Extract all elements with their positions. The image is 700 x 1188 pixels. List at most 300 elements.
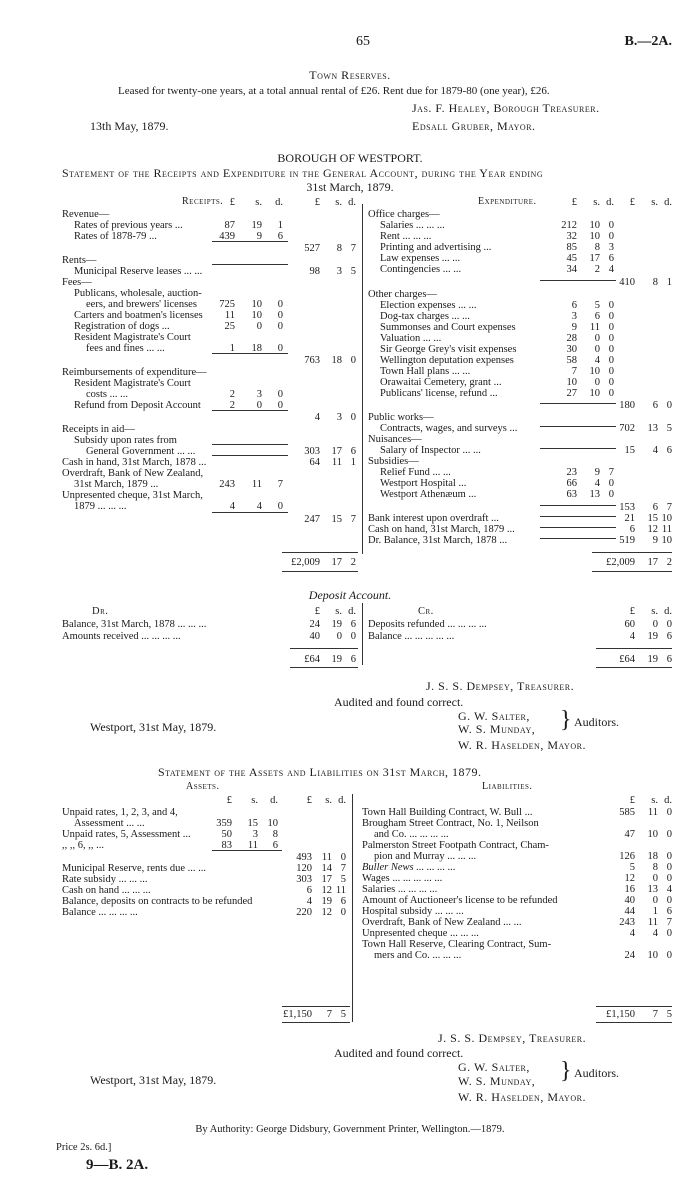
expenditure-subtotal-pounds: 702 (619, 423, 635, 434)
expenditure-label: Other charges— (368, 289, 437, 300)
receipt-pence: 7 (277, 479, 283, 490)
expenditure-pence: 0 (608, 300, 614, 311)
expenditure-pence: 0 (608, 355, 614, 366)
expenditure-pence: 7 (608, 467, 614, 478)
receipts-total-rule-top (282, 552, 358, 553)
expenditure-subtotal-pounds: 410 (619, 277, 635, 288)
assets-head-shillings: s. (251, 795, 258, 806)
liability-pence: 4 (666, 884, 672, 895)
expenditure-label: Westport Athenæum ... (380, 489, 477, 500)
receipt-shillings: 0 (256, 321, 262, 332)
receipt-shillings: 3 (256, 389, 262, 400)
liability-label: Town Hall Reserve, Clearing Contract, Sum- (362, 939, 552, 950)
expenditure-subtotal-pence: 7 (666, 502, 672, 513)
liability-shillings: 4 (652, 928, 658, 939)
expenditure-pence: 0 (608, 220, 614, 231)
liability-pence: 0 (666, 950, 672, 961)
receipt-pounds: 243 (219, 479, 235, 490)
subtotal-rule (212, 353, 288, 354)
receipt-label: Receipts in aid— (62, 424, 135, 435)
treasurer-signature: Jas. F. Healey, Borough Treasurer. (412, 101, 600, 115)
liab-head-pounds: £ (629, 795, 635, 806)
receipt-label: costs ... ... (86, 389, 128, 400)
expenditure-total-rule-top (592, 552, 672, 553)
liability-pounds: 40 (624, 895, 635, 906)
asset-pounds: 50 (221, 829, 232, 840)
expenditure-shillings: 10 (589, 220, 600, 231)
liability-label: and Co. ... ... ... ... (374, 829, 449, 840)
liability-pence: 6 (666, 906, 672, 917)
receipt-label: General Government ... ... (86, 446, 196, 457)
expenditure-pounds: 32 (566, 231, 577, 242)
expenditure-label: Cash on hand, 31st March, 1879 ... (368, 524, 515, 535)
asset-subtotal-pounds: 220 (296, 907, 312, 918)
currency-head-pence: d. (664, 197, 672, 208)
liability-pounds: 243 (619, 917, 635, 928)
assets-head-pounds: £ (226, 795, 232, 806)
receipt-subtotal-pence: 6 (350, 446, 356, 457)
asset-label: Municipal Reserve, rents due ... ... (62, 863, 207, 874)
subtotal-rule (212, 410, 288, 411)
subtotal-rule (540, 426, 616, 427)
expenditure-subtotal-pence: 0 (666, 400, 672, 411)
column-divider (362, 204, 363, 554)
asset-pence: 10 (267, 818, 278, 829)
expenditure-pence: 4 (608, 264, 614, 275)
treasurer-sign-1: J. S. S. Dempsey, Treasurer. (426, 679, 575, 693)
expenditure-shillings: 9 (594, 467, 600, 478)
deposit-cr-shillings: 0 (652, 619, 658, 630)
auditors-2: Auditors. (574, 1066, 619, 1080)
deposit-cr-pence: 6 (666, 631, 672, 642)
receipt-pence: 1 (277, 220, 283, 231)
assets-head-pounds: £ (306, 795, 312, 806)
receipt-label: Refund from Deposit Account (74, 400, 201, 411)
receipt-label: Registration of dogs ... (74, 321, 170, 332)
asset-label: ,, ,, 6, ,, ... (62, 840, 104, 851)
receipt-subtotal-pounds: 4 (314, 412, 320, 423)
asset-shillings: 11 (247, 840, 258, 851)
town-reserves-date: 13th May, 1879. (90, 119, 169, 133)
receipt-shillings: 4 (256, 501, 262, 512)
deposit-cr-total-pounds: £64 (619, 654, 635, 665)
receipt-subtotal-pounds: 763 (304, 355, 320, 366)
asset-label: Unpaid rates, 1, 2, 3, and 4, (62, 807, 178, 818)
expenditure-subtotal-shillings: 9 (652, 535, 658, 546)
expenditure-label: Subsidies— (368, 456, 419, 467)
treasurer-sign-2: J. S. S. Dempsey, Treasurer. (438, 1031, 587, 1045)
brace-1: } (560, 707, 572, 733)
expenditure-pounds: 63 (566, 489, 577, 500)
expenditure-subtotal-pounds: 153 (619, 502, 635, 513)
liab-total-rule-top (596, 1006, 672, 1007)
auditor-1a: G. W. Salter, (458, 709, 530, 723)
town-reserves-title: Town Reserves. (309, 68, 391, 82)
expenditure-pence: 0 (608, 231, 614, 242)
receipt-subtotal-pounds: 527 (304, 243, 320, 254)
assets-total-rule-bottom (282, 1022, 350, 1023)
expenditure-label: Orawaitai Cemetery, grant ... (380, 377, 502, 388)
liability-pence: 0 (666, 862, 672, 873)
liability-label: Overdraft, Bank of New Zealand ... ... (362, 917, 522, 928)
receipt-subtotal-pence: 0 (350, 355, 356, 366)
liability-label: Hospital subsidy ... ... ... (362, 906, 464, 917)
expenditure-total-pence: 2 (666, 557, 672, 568)
deposit-dr-pence: 0 (350, 631, 356, 642)
assets-total-pounds: £1,150 (283, 1009, 312, 1020)
expenditure-shillings: 2 (594, 264, 600, 275)
auditor-2a: G. W. Salter, (458, 1060, 530, 1074)
expenditure-shillings: 4 (594, 478, 600, 489)
expenditure-pounds: 212 (561, 220, 577, 231)
expenditure-label: Summonses and Court expenses (380, 322, 516, 333)
subtotal-rule (212, 455, 288, 456)
receipt-subtotal-pence: 7 (350, 243, 356, 254)
document-ref: B.—2A. (624, 34, 672, 49)
expenditure-pence: 0 (608, 388, 614, 399)
expenditure-pence: 6 (608, 253, 614, 264)
subtotal-rule (212, 241, 288, 242)
expenditure-total-shillings: 17 (647, 557, 658, 568)
liability-pence: 0 (666, 928, 672, 939)
currency-head-shillings: s. (255, 197, 262, 208)
expenditure-subtotal-pounds: 6 (629, 524, 635, 535)
liability-pence: 0 (666, 873, 672, 884)
asset-subtotal-shillings: 14 (321, 863, 332, 874)
asset-label: Balance, deposits on contracts to be refunded (62, 896, 253, 907)
deposit-rule (290, 648, 358, 649)
expenditure-label: Nuisances— (368, 434, 422, 445)
receipts-total-rule-bottom (282, 571, 358, 572)
deposit-head-shillings: s. (651, 606, 658, 617)
receipt-label: Unpresented cheque, 31st March, (62, 490, 203, 501)
liab-head-shillings: s. (651, 795, 658, 806)
asset-label: Assessment ... ... (74, 818, 145, 829)
liability-label: Salaries ... ... ... ... (362, 884, 438, 895)
expenditure-pounds: 10 (566, 377, 577, 388)
receipt-pounds: 439 (219, 231, 235, 242)
liability-pounds: 4 (629, 928, 635, 939)
assets-head-pence: d. (338, 795, 346, 806)
asset-label: Rate subsidy ... ... ... (62, 874, 148, 885)
expenditure-label: Publicans' license, refund ... (380, 388, 498, 399)
liability-pounds: 585 (619, 807, 635, 818)
asset-shillings: 3 (252, 829, 258, 840)
expenditure-shillings: 10 (589, 231, 600, 242)
receipts-total-pounds: £2,009 (291, 557, 320, 568)
subtotal-rule (540, 448, 616, 449)
expenditure-label: Relief Fund ... ... (380, 467, 451, 478)
receipt-label: 31st March, 1879 ... (74, 479, 159, 490)
expenditure-shillings: 13 (589, 489, 600, 500)
expenditure-label: Wellington deputation expenses (380, 355, 514, 366)
receipt-subtotal-shillings: 8 (336, 243, 342, 254)
currency-head-pounds: £ (314, 197, 320, 208)
receipt-shillings: 19 (251, 220, 262, 231)
liab-total-pounds: £1,150 (606, 1009, 635, 1020)
receipt-pounds: 4 (229, 501, 235, 512)
deposit-cr-pence: 0 (666, 619, 672, 630)
receipt-pence: 0 (277, 501, 283, 512)
receipt-subtotal-pounds: 98 (309, 266, 320, 277)
liabilities-heading: Liabilities. (482, 781, 533, 792)
receipt-pence: 0 (277, 321, 283, 332)
receipt-pence: 6 (277, 231, 283, 242)
brace-2: } (560, 1058, 572, 1084)
liability-pence: 0 (666, 895, 672, 906)
deposit-dr-pounds: 40 (309, 631, 320, 642)
expenditure-pence: 0 (608, 333, 614, 344)
receipt-pence: 0 (277, 299, 283, 310)
expenditure-subtotal-pence: 10 (661, 513, 672, 524)
expenditure-pence: 0 (608, 366, 614, 377)
receipt-label: Resident Magistrate's Court (74, 332, 191, 343)
receipt-label: Revenue— (62, 209, 110, 220)
expenditure-subtotal-pence: 6 (666, 445, 672, 456)
expenditure-pounds: 6 (571, 300, 577, 311)
receipt-subtotal-pounds: 64 (309, 457, 320, 468)
receipt-label: Municipal Reserve leases ... ... (74, 266, 203, 277)
liability-shillings: 10 (647, 950, 658, 961)
assets-heading: Assets. (186, 781, 220, 792)
deposit-dr-shillings: 0 (336, 631, 342, 642)
expenditure-label: Contracts, wages, and surveys ... (380, 423, 518, 434)
liability-label: Amount of Auctioneer's license to be refunded (362, 895, 558, 906)
footer-code: 9—B. 2A. (86, 1157, 149, 1173)
receipt-shillings: 0 (256, 400, 262, 411)
deposit-cr-label: Balance ... ... ... ... ... (368, 631, 455, 642)
statement-title-date: 31st March, 1879. (306, 180, 394, 194)
asset-subtotal-pence: 0 (340, 852, 346, 863)
liab-total-pence: 5 (666, 1009, 672, 1020)
authority-line: By Authority: George Didsbury, Government Printer, Wellington.—1879. (195, 1124, 505, 1135)
deposit-dr-pounds: 24 (309, 619, 320, 630)
expenditure-pounds: 66 (566, 478, 577, 489)
receipt-label: Rates of 1878-79 ... (74, 231, 157, 242)
place-1: Westport, 31st May, 1879. (90, 720, 217, 734)
liability-pence: 7 (666, 917, 672, 928)
expenditure-pence: 0 (608, 311, 614, 322)
receipt-label: eers, and brewers' licenses (86, 299, 197, 310)
expenditure-subtotal-shillings: 15 (647, 513, 658, 524)
assets-divider (352, 794, 353, 1022)
liability-label: Buller News ... ... ... ... (362, 862, 456, 873)
expenditure-subtotal-shillings: 6 (652, 502, 658, 513)
currency-head-pounds: £ (571, 197, 577, 208)
deposit-cr-pounds: 4 (629, 631, 635, 642)
place-2: Westport, 31st May, 1879. (90, 1073, 217, 1087)
expenditure-label: Valuation ... ... (380, 333, 442, 344)
receipt-shillings: 11 (251, 479, 262, 490)
statement-title: Statement of the Receipts and Expenditure in the General Account, during the Year ending (62, 166, 544, 180)
expenditure-label: Rent ... ... ... (380, 231, 432, 242)
asset-pence: 8 (272, 829, 278, 840)
asset-label: Balance ... ... ... ... (62, 907, 138, 918)
receipt-label: 1879 ... ... ... (74, 501, 127, 512)
expenditure-shillings: 4 (594, 355, 600, 366)
receipt-label: fees and fines ... ... (86, 343, 165, 354)
expenditure-subtotal-pence: 10 (661, 535, 672, 546)
expenditure-label: Town Hall plans ... ... (380, 366, 471, 377)
liability-pounds: 12 (624, 873, 635, 884)
receipt-pounds: 2 (229, 389, 235, 400)
deposit-head-pounds: £ (629, 606, 635, 617)
expenditure-pence: 0 (608, 478, 614, 489)
liability-label: mers and Co. ... ... ... (374, 950, 462, 961)
receipt-shillings: 9 (256, 231, 262, 242)
expenditure-pounds: 3 (571, 311, 577, 322)
expenditure-subtotal-shillings: 8 (652, 277, 658, 288)
expenditure-subtotal-shillings: 12 (647, 524, 658, 535)
expenditure-pounds: 34 (566, 264, 577, 275)
asset-subtotal-pence: 5 (340, 874, 346, 885)
subtotal-rule (540, 280, 616, 281)
receipt-subtotal-pence: 7 (350, 514, 356, 525)
deposit-dr-pence: 6 (350, 619, 356, 630)
expenditure-subtotal-pounds: 15 (624, 445, 635, 456)
price: Price 2s. 6d.] (56, 1142, 112, 1153)
receipt-label: Publicans, wholesale, auction- (74, 288, 202, 299)
deposit-rule (290, 667, 358, 668)
receipt-label: Fees— (62, 277, 92, 288)
liability-shillings: 11 (647, 917, 658, 928)
assets-head-pence: d. (270, 795, 278, 806)
expenditure-shillings: 0 (594, 344, 600, 355)
receipt-subtotal-shillings: 3 (336, 266, 342, 277)
receipt-pence: 0 (277, 389, 283, 400)
expenditure-pounds: 28 (566, 333, 577, 344)
deposit-cr-shillings: 19 (647, 631, 658, 642)
liability-shillings: 13 (647, 884, 658, 895)
asset-subtotal-shillings: 12 (321, 907, 332, 918)
expenditure-label: Sir George Grey's visit expenses (380, 344, 517, 355)
expenditure-shillings: 0 (594, 333, 600, 344)
receipt-pence: 0 (277, 310, 283, 321)
expenditure-pounds: 7 (571, 366, 577, 377)
expenditure-shillings: 11 (589, 322, 600, 333)
liability-shillings: 18 (647, 851, 658, 862)
receipts-total-shillings: 17 (331, 557, 342, 568)
receipt-subtotal-shillings: 18 (331, 355, 342, 366)
auditor-1b: W. S. Munday, (458, 722, 536, 736)
receipt-pounds: 25 (224, 321, 235, 332)
receipt-subtotal-shillings: 17 (331, 446, 342, 457)
asset-subtotal-pounds: 4 (306, 896, 312, 907)
asset-subtotal-pence: 7 (340, 863, 346, 874)
liab-total-rule-bottom (596, 1022, 672, 1023)
asset-subtotal-pence: 11 (335, 885, 346, 896)
expenditure-label: Contingencies ... ... (380, 264, 462, 275)
expenditure-pounds: 23 (566, 467, 577, 478)
currency-head-pence: d. (606, 197, 614, 208)
expenditure-pounds: 30 (566, 344, 577, 355)
auditors-1: Auditors. (574, 715, 619, 729)
deposit-divider (362, 603, 363, 665)
receipts-heading: Receipts. (182, 196, 224, 207)
assets-head-shillings: s. (325, 795, 332, 806)
subtotal-rule (540, 538, 616, 539)
liability-pounds: 44 (624, 906, 635, 917)
asset-subtotal-pounds: 6 (306, 885, 312, 896)
expenditure-subtotal-shillings: 13 (647, 423, 658, 434)
receipt-subtotal-pence: 1 (350, 457, 356, 468)
liability-shillings: 11 (647, 807, 658, 818)
page-number: 65 (356, 34, 370, 49)
deposit-head-pence: d. (348, 606, 356, 617)
asset-subtotal-pence: 6 (340, 896, 346, 907)
asset-subtotal-pounds: 120 (296, 863, 312, 874)
receipt-pounds: 1 (229, 343, 235, 354)
asset-label: Cash on hand ... ... ... (62, 885, 151, 896)
liability-label: pion and Murray ... ... ... (374, 851, 477, 862)
receipt-subtotal-pounds: 247 (304, 514, 320, 525)
expenditure-label: Election expenses ... ... (380, 300, 477, 311)
expenditure-pence: 3 (608, 242, 614, 253)
receipt-subtotal-shillings: 15 (331, 514, 342, 525)
expenditure-total-rule-bottom (592, 571, 672, 572)
deposit-cr-label: Deposits refunded ... ... ... ... (368, 619, 487, 630)
currency-head-pence: d. (275, 197, 283, 208)
expenditure-subtotal-shillings: 6 (652, 400, 658, 411)
asset-shillings: 15 (247, 818, 258, 829)
expenditure-subtotal-pence: 1 (666, 277, 672, 288)
receipt-label: Rents— (62, 255, 97, 266)
receipt-shillings: 18 (251, 343, 262, 354)
expenditure-subtotal-pounds: 519 (619, 535, 635, 546)
deposit-rule (596, 667, 672, 668)
deposit-rule (596, 648, 672, 649)
receipt-pounds: 11 (224, 310, 235, 321)
expenditure-label: Bank interest upon overdraft ... (368, 513, 499, 524)
deposit-cr-total-shillings: 19 (647, 654, 658, 665)
currency-head-shillings: s. (651, 197, 658, 208)
assets-statement-title: Statement of the Assets and Liabilities on 31st March, 1879. (158, 765, 482, 779)
assets-total-rule-top (282, 1006, 350, 1007)
deposit-dr-label: Balance, 31st March, 1878 ... ... ... (62, 619, 207, 630)
receipt-label: Resident Magistrate's Court (74, 378, 191, 389)
expenditure-subtotal-shillings: 4 (652, 445, 658, 456)
expenditure-label: Office charges— (368, 209, 440, 220)
liab-head-pence: d. (664, 795, 672, 806)
deposit-head-pounds: £ (314, 606, 320, 617)
expenditure-subtotal-pounds: 180 (619, 400, 635, 411)
deposit-dr-shillings: 19 (331, 619, 342, 630)
subtotal-rule (212, 512, 288, 513)
expenditure-subtotal-pence: 11 (661, 524, 672, 535)
expenditure-shillings: 5 (594, 300, 600, 311)
receipt-label: Cash in hand, 31st March, 1878 ... (62, 457, 207, 468)
receipt-label: Carters and boatmen's licenses (74, 310, 203, 321)
asset-subtotal-shillings: 19 (321, 896, 332, 907)
town-reserves-line: Leased for twenty-one years, at a total annual rental of £26. Rent due for 1879-80 (one year), £26. (118, 85, 550, 97)
currency-head-pence: d. (348, 197, 356, 208)
expenditure-shillings: 10 (589, 366, 600, 377)
expenditure-subtotal-pence: 5 (666, 423, 672, 434)
receipt-label: Subsidy upon rates from (74, 435, 177, 446)
receipt-pounds: 725 (219, 299, 235, 310)
assets-total-shillings: 7 (326, 1009, 332, 1020)
mayor-sign-2: W. R. Haselden, Mayor. (458, 1090, 586, 1104)
expenditure-total-pounds: £2,009 (606, 557, 635, 568)
expenditure-label: Law expenses ... ... (380, 253, 461, 264)
liability-shillings: 0 (652, 895, 658, 906)
expenditure-shillings: 6 (594, 311, 600, 322)
receipt-label: Overdraft, Bank of New Zealand, (62, 468, 204, 479)
liability-shillings: 8 (652, 862, 658, 873)
asset-subtotal-pounds: 303 (296, 874, 312, 885)
receipt-subtotal-shillings: 3 (336, 412, 342, 423)
currency-head-pounds: £ (229, 197, 235, 208)
